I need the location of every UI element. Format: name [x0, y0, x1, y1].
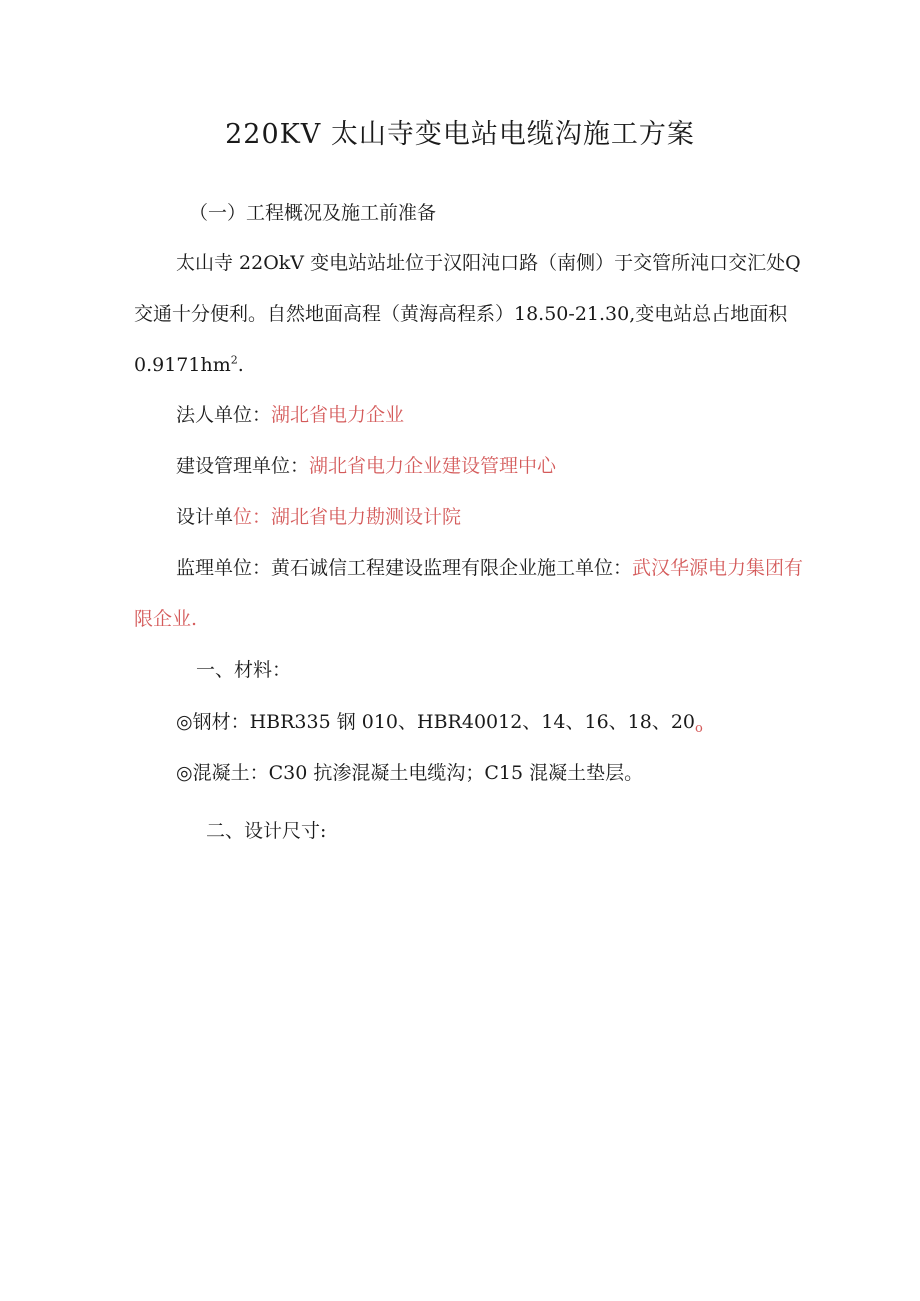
intro-line-3	[134, 352, 244, 378]
construction-mgmt-row	[176, 453, 556, 479]
construction-mgmt-label: 建设管理单位：	[176, 455, 310, 477]
steel-material-tail: o	[695, 721, 703, 736]
construction-mgmt-value: 湖北省电力企业建设管理中心	[309, 455, 557, 477]
document-title: 220KV 太山寺变电站电缆沟施工方案	[225, 119, 695, 150]
site-area-value: 0.9171hm	[134, 354, 231, 376]
supervision-label: 监理单位：黄石诚信工程建设监理有限企业施工单位：	[176, 557, 633, 579]
intro-line-1: 太山寺 22OkV 变电站站址位于汉阳沌口路（南侧）于交管所沌口交汇处Q	[176, 252, 801, 274]
contractor-value-part2: 限企业.	[134, 608, 198, 630]
area-unit-superscript: 2	[230, 353, 238, 367]
legal-unit-value: 湖北省电力企业	[271, 404, 405, 426]
design-unit-label-end: 位：	[233, 506, 272, 528]
legal-unit-label: 法人单位：	[176, 404, 272, 426]
supervision-row	[176, 555, 803, 581]
intro-line-3-end: .	[237, 354, 244, 376]
legal-unit-row	[176, 402, 404, 428]
contractor-value-part1: 武汉华源电力集团有	[632, 557, 804, 579]
intro-line-2: 交通十分便利。自然地面高程（黄海高程系）18.50-21.30,变电站总占地面积	[134, 303, 788, 325]
steel-material-text: ◎钢材：HBR335 钢 010、HBR40012、14、16、18、20	[176, 711, 696, 733]
design-unit-row	[176, 504, 461, 530]
design-unit-label: 设计单	[176, 506, 234, 528]
steel-material-row	[176, 709, 703, 742]
materials-heading: 一、材料：	[196, 659, 292, 681]
design-unit-value: 湖北省电力勘测设计院	[271, 506, 462, 528]
concrete-material-row: ◎混凝土：C30 抗渗混凝土电缆沟；C15 混凝土垫层。	[176, 762, 644, 784]
section-heading-overview: （一）工程概况及施工前准备	[189, 202, 437, 224]
design-size-heading: 二、设计尺寸:	[206, 820, 327, 842]
